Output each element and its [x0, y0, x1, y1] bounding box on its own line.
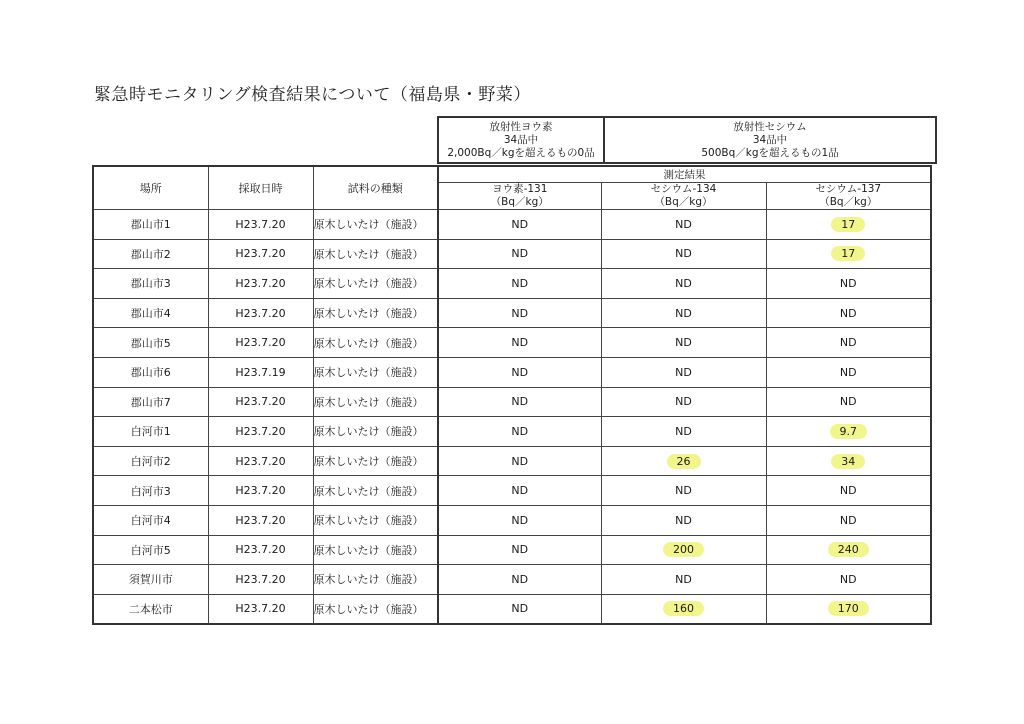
- header-cs134: [601, 183, 766, 210]
- cs134-cell-value: ND: [675, 484, 692, 498]
- item-cell-value: 原木しいたけ（施設）: [313, 455, 424, 469]
- date-cell-value: H23.7.19: [235, 365, 286, 379]
- place-cell: [93, 298, 208, 328]
- i131-cell: [438, 387, 601, 417]
- cs134-cell: [601, 565, 766, 595]
- cs134-cell-value: ND: [675, 395, 692, 409]
- item-cell: [313, 505, 438, 535]
- place-cell-value: 郡山市4: [130, 307, 171, 321]
- i131-cell: [438, 505, 601, 535]
- date-cell-value: H23.7.20: [235, 424, 286, 438]
- item-cell-value: 原木しいたけ（施設）: [313, 218, 424, 232]
- place-cell: [93, 269, 208, 299]
- date-cell-value: H23.7.20: [235, 602, 286, 616]
- item-cell: [313, 417, 438, 447]
- place-cell: [93, 594, 208, 624]
- place-cell-value: 郡山市3: [130, 277, 171, 291]
- cs137-cell: [766, 594, 931, 624]
- cs134-cell: [601, 239, 766, 269]
- item-cell-value: 原木しいたけ（施設）: [313, 247, 424, 261]
- table-row: [93, 269, 931, 299]
- cs137-cell-value: ND: [839, 513, 857, 527]
- summary-box: [437, 116, 937, 164]
- date-cell: [208, 328, 313, 358]
- place-cell: [93, 239, 208, 269]
- i131-cell: [438, 535, 601, 565]
- cesium-summary-line: 500Bq／kgを超えるもの1品: [701, 146, 839, 159]
- cs137-cell-value: ND: [839, 306, 857, 320]
- cesium-summary: [604, 117, 936, 163]
- place-cell: [93, 357, 208, 387]
- item-cell-value: 原木しいたけ（施設）: [313, 307, 424, 321]
- item-cell: [313, 565, 438, 595]
- date-cell-value: H23.7.20: [235, 336, 286, 350]
- cs137-cell-value: ND: [839, 395, 857, 409]
- table-row: [93, 298, 931, 328]
- table-row: [93, 387, 931, 417]
- item-cell: [313, 269, 438, 299]
- cs134-cell: [601, 269, 766, 299]
- table-row: [93, 594, 931, 624]
- date-cell: [208, 446, 313, 476]
- place-cell-value: 須賀川市: [128, 573, 173, 587]
- i131-cell-value: ND: [511, 247, 529, 261]
- date-cell: [208, 505, 313, 535]
- cs137-cell-value: 170: [828, 601, 869, 616]
- place-cell-value: 白河市5: [130, 543, 171, 557]
- table-row: [93, 328, 931, 358]
- item-cell: [313, 328, 438, 358]
- cs134-cell: [601, 505, 766, 535]
- item-cell: [313, 387, 438, 417]
- place-cell: [93, 446, 208, 476]
- i131-cell-value: ND: [511, 306, 529, 320]
- table-row: [93, 446, 931, 476]
- header-measure: 測定結果: [438, 166, 931, 183]
- cs137-cell: [766, 387, 931, 417]
- i131-cell: [438, 328, 601, 358]
- i131-cell-value: ND: [511, 513, 529, 527]
- table-row: [93, 239, 931, 269]
- header-cs137: [766, 183, 931, 210]
- place-cell: [93, 565, 208, 595]
- page-title: 緊急時モニタリング検査結果について（福島県・野菜）: [94, 85, 531, 105]
- item-cell-value: 原木しいたけ（施設）: [313, 573, 424, 587]
- cs134-cell: [601, 417, 766, 447]
- item-cell-value: 原木しいたけ（施設）: [313, 425, 424, 439]
- date-cell-value: H23.7.20: [235, 217, 286, 231]
- cs134-cell-value: ND: [675, 365, 692, 379]
- header-place: 場所: [93, 166, 208, 210]
- cs137-cell: [766, 565, 931, 595]
- i131-cell-value: ND: [511, 395, 529, 409]
- place-cell: [93, 535, 208, 565]
- cs137-cell: [766, 417, 931, 447]
- cs137-cell-value: 17: [831, 246, 865, 261]
- cs137-cell-value: 17: [831, 217, 865, 232]
- item-cell-value: 原木しいたけ（施設）: [313, 484, 424, 498]
- i131-cell: [438, 565, 601, 595]
- iodine-summary-line: 放射性ヨウ素: [489, 120, 553, 133]
- cs137-cell: [766, 535, 931, 565]
- cs137-cell: [766, 328, 931, 358]
- cs137-cell: [766, 210, 931, 240]
- i131-cell-value: ND: [511, 543, 529, 557]
- cesium-summary-line: 34品中: [752, 133, 788, 146]
- table-row: [93, 565, 931, 595]
- header-cs137-unit: （Bq／kg）: [819, 196, 878, 208]
- header-i131: [438, 183, 601, 210]
- item-cell: [313, 594, 438, 624]
- i131-cell-value: ND: [511, 336, 529, 350]
- cs134-cell: [601, 387, 766, 417]
- cs134-cell-value: ND: [675, 424, 692, 438]
- cs134-cell-value: ND: [675, 336, 692, 350]
- date-cell: [208, 357, 313, 387]
- cs137-cell: [766, 269, 931, 299]
- cs134-cell: [601, 476, 766, 506]
- iodine-summary-line: 34品中: [503, 133, 539, 146]
- table-row: [93, 357, 931, 387]
- place-cell-value: 郡山市1: [130, 218, 171, 232]
- item-cell: [313, 535, 438, 565]
- i131-cell-value: ND: [511, 276, 529, 290]
- date-cell: [208, 298, 313, 328]
- item-cell: [313, 210, 438, 240]
- table-row: [93, 476, 931, 506]
- item-cell: [313, 446, 438, 476]
- place-cell-value: 郡山市6: [130, 366, 171, 380]
- cs134-cell: [601, 328, 766, 358]
- i131-cell: [438, 594, 601, 624]
- i131-cell: [438, 239, 601, 269]
- cs137-cell: [766, 357, 931, 387]
- date-cell: [208, 417, 313, 447]
- place-cell-value: 郡山市5: [130, 336, 171, 350]
- table-row: [93, 505, 931, 535]
- cs134-cell: [601, 535, 766, 565]
- cs137-cell: [766, 476, 931, 506]
- date-cell-value: H23.7.20: [235, 484, 286, 498]
- date-cell: [208, 565, 313, 595]
- cs137-cell: [766, 239, 931, 269]
- date-cell: [208, 239, 313, 269]
- place-cell-value: 白河市2: [130, 455, 171, 469]
- date-cell-value: H23.7.20: [235, 276, 286, 290]
- cs134-cell: [601, 357, 766, 387]
- cs134-cell: [601, 298, 766, 328]
- iodine-summary-line: 2,000Bq／kgを超えるもの0品: [447, 146, 595, 159]
- place-cell-value: 郡山市2: [130, 247, 171, 261]
- item-cell: [313, 298, 438, 328]
- place-cell-value: 二本松市: [128, 602, 173, 616]
- place-cell: [93, 328, 208, 358]
- cs134-cell-value: ND: [675, 247, 692, 261]
- cs137-cell: [766, 446, 931, 476]
- i131-cell: [438, 210, 601, 240]
- place-cell: [93, 210, 208, 240]
- date-cell-value: H23.7.20: [235, 513, 286, 527]
- results-table: [92, 165, 932, 625]
- i131-cell-value: ND: [511, 484, 529, 498]
- cs137-cell-value: ND: [839, 484, 857, 498]
- i131-cell-value: ND: [511, 602, 529, 616]
- date-cell-value: H23.7.20: [235, 454, 286, 468]
- date-cell-value: H23.7.20: [235, 247, 286, 261]
- item-cell: [313, 357, 438, 387]
- date-cell: [208, 535, 313, 565]
- header-item: 試料の種類: [313, 166, 438, 210]
- item-cell: [313, 239, 438, 269]
- i131-cell: [438, 417, 601, 447]
- cs134-cell-value: 26: [667, 454, 701, 469]
- item-cell-value: 原木しいたけ（施設）: [313, 336, 424, 350]
- cs137-cell-value: 240: [828, 542, 869, 557]
- item-cell-value: 原木しいたけ（施設）: [313, 543, 424, 557]
- i131-cell: [438, 357, 601, 387]
- cs137-cell-value: 9.7: [830, 424, 868, 439]
- cs137-cell-value: ND: [839, 365, 857, 379]
- cs134-cell-value: ND: [675, 572, 692, 586]
- header-cs137-label: セシウム-137: [815, 183, 882, 195]
- table-row: [93, 535, 931, 565]
- cs137-cell: [766, 298, 931, 328]
- place-cell-value: 白河市1: [130, 425, 171, 439]
- place-cell-value: 白河市3: [130, 484, 171, 498]
- header-cs134-label: セシウム-134: [650, 183, 717, 195]
- item-cell-value: 原木しいたけ（施設）: [313, 514, 424, 528]
- results-body: [93, 210, 931, 624]
- i131-cell-value: ND: [511, 572, 529, 586]
- table-row: [93, 210, 931, 240]
- cs134-cell-value: 200: [663, 542, 704, 557]
- cs134-cell: [601, 210, 766, 240]
- place-cell-value: 郡山市7: [130, 395, 171, 409]
- cesium-summary-line: 放射性セシウム: [733, 120, 807, 133]
- header-i131-label: ヨウ素-131: [492, 183, 548, 195]
- i131-cell: [438, 446, 601, 476]
- table-row: [93, 417, 931, 447]
- cs137-cell: [766, 505, 931, 535]
- date-cell-value: H23.7.20: [235, 543, 286, 557]
- i131-cell-value: ND: [511, 454, 529, 468]
- i131-cell: [438, 476, 601, 506]
- cs134-cell-value: ND: [675, 513, 692, 527]
- date-cell: [208, 269, 313, 299]
- date-cell: [208, 594, 313, 624]
- date-cell: [208, 210, 313, 240]
- cs134-cell: [601, 594, 766, 624]
- place-cell: [93, 505, 208, 535]
- place-cell: [93, 476, 208, 506]
- header-date: 採取日時: [208, 166, 313, 210]
- i131-cell-value: ND: [511, 365, 529, 379]
- cs134-cell-value: ND: [675, 276, 692, 290]
- item-cell-value: 原木しいたけ（施設）: [313, 602, 424, 616]
- date-cell: [208, 476, 313, 506]
- place-cell-value: 白河市4: [130, 514, 171, 528]
- i131-cell: [438, 269, 601, 299]
- cs134-cell-value: ND: [675, 306, 692, 320]
- iodine-summary: [438, 117, 604, 163]
- cs134-cell-value: ND: [675, 217, 692, 231]
- cs134-cell: [601, 446, 766, 476]
- cs137-cell-value: ND: [839, 336, 857, 350]
- item-cell-value: 原木しいたけ（施設）: [313, 277, 424, 291]
- date-cell-value: H23.7.20: [235, 572, 286, 586]
- date-cell-value: H23.7.20: [235, 306, 286, 320]
- cs134-cell-value: 160: [663, 601, 704, 616]
- date-cell: [208, 387, 313, 417]
- item-cell: [313, 476, 438, 506]
- item-cell-value: 原木しいたけ（施設）: [313, 395, 424, 409]
- cs137-cell-value: 34: [831, 454, 865, 469]
- i131-cell: [438, 298, 601, 328]
- header-cs134-unit: （Bq／kg）: [654, 196, 713, 208]
- item-cell-value: 原木しいたけ（施設）: [313, 366, 424, 380]
- cs137-cell-value: ND: [839, 276, 857, 290]
- header-i131-unit: （Bq／kg）: [490, 196, 549, 208]
- cs137-cell-value: ND: [839, 572, 857, 586]
- i131-cell-value: ND: [511, 424, 529, 438]
- date-cell-value: H23.7.20: [235, 395, 286, 409]
- place-cell: [93, 417, 208, 447]
- place-cell: [93, 387, 208, 417]
- i131-cell-value: ND: [511, 217, 529, 231]
